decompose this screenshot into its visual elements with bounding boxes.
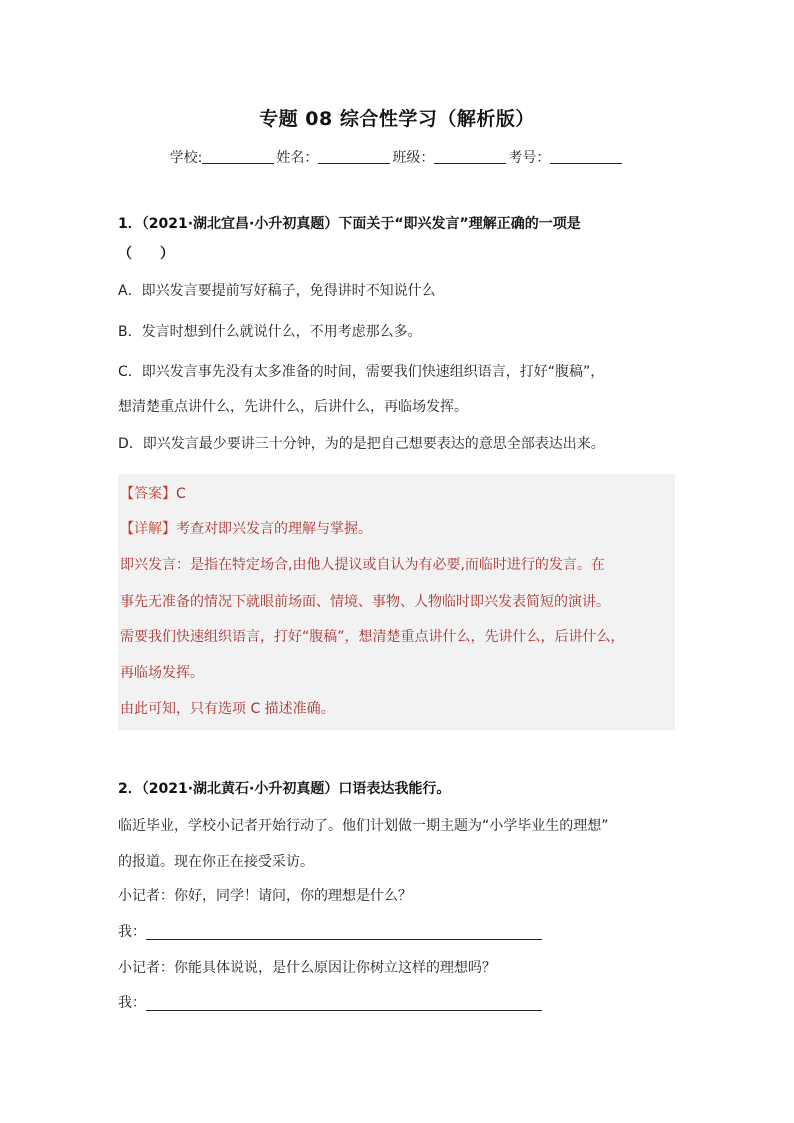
detail-tag: 【详解】	[120, 521, 176, 537]
question-1-number: 1．	[118, 216, 142, 232]
page-title: 专题 08 综合性学习（解析版）	[259, 108, 535, 130]
question-2-intro-2: 的报道。现在你正在接受采访。	[118, 854, 314, 870]
option-b: B．发言时想到什么就说什么，不用考虑那么多。	[118, 324, 422, 340]
my-answer-2	[118, 992, 542, 1012]
question-2-number: 2．	[118, 781, 142, 797]
explanation-line-5: 由此可知，只有选项 C 描述准确。	[120, 701, 335, 717]
name-label: 姓名：	[276, 150, 319, 166]
student-info-line	[0, 147, 794, 167]
option-c: C．即兴发言事先没有太多准备的时间，需要我们快速组织语言，打好“腹稿”，	[118, 364, 605, 380]
answer-line	[120, 483, 186, 503]
explanation-line-1: 即兴发言：是指在特定场合,由他人提议或自认为有必要,而临时进行的发言。在	[120, 557, 605, 573]
question-1	[118, 214, 678, 454]
question-1-text: （2021·湖北宜昌·小升初真题）下面关于“即兴发言”理解正确的一项是	[141, 216, 581, 232]
number-label: 考号：	[508, 150, 551, 166]
question-2-text: （2021·湖北黄石·小升初真题）口语表达我能行。	[141, 781, 451, 797]
question-2-intro-1: 临近毕业，学校小记者开始行动了。他们计划做一期主题为“小学毕业生的理想”	[118, 818, 609, 834]
reporter-question-1: 小记者：你好，同学！请问，你的理想是什么？	[118, 888, 412, 904]
option-c-continued: 想清楚重点讲什么，先讲什么，后讲什么，再临场发挥。	[118, 399, 468, 415]
name-blank[interactable]	[318, 149, 390, 164]
question-1-stem	[118, 214, 678, 234]
option-d: D．即兴发言最少要讲三十分钟，为的是把自己想要表达的意思全部表达出来。	[118, 436, 605, 452]
class-label: 班级：	[392, 150, 435, 166]
my-answer-2-label: 我：	[118, 995, 146, 1011]
answer-box	[118, 474, 675, 730]
school-label: 学校:	[169, 150, 203, 166]
answer-1-blank[interactable]	[146, 925, 542, 940]
number-blank[interactable]	[550, 149, 622, 164]
explanation-line-3: 需要我们快速组织语言，打好“腹稿”，想清楚重点讲什么，先讲什么，后讲什么，	[120, 629, 625, 645]
my-answer-1	[118, 921, 542, 941]
answer-tag: 【答案】	[120, 486, 176, 502]
my-answer-1-label: 我：	[118, 924, 146, 940]
answer-2-blank[interactable]	[146, 996, 542, 1011]
question-2-stem	[118, 778, 450, 798]
question-1-bracket: （ ）	[118, 246, 174, 262]
class-blank[interactable]	[434, 149, 506, 164]
reporter-question-2: 小记者：你能具体说说，是什么原因让你树立这样的理想吗？	[118, 960, 496, 976]
school-blank[interactable]	[202, 149, 274, 164]
detail-line	[120, 518, 372, 538]
explanation-line-4: 再临场发挥。	[120, 665, 204, 681]
detail-text: 考查对即兴发言的理解与掌握。	[176, 521, 372, 537]
explanation-line-2: 事先无准备的情况下就眼前场面、情境、事物、人物临时即兴发表简短的演讲。	[120, 594, 610, 610]
option-a: A．即兴发言要提前写好稿子，免得讲时不知说什么	[118, 283, 436, 299]
answer-value: C	[176, 486, 186, 502]
